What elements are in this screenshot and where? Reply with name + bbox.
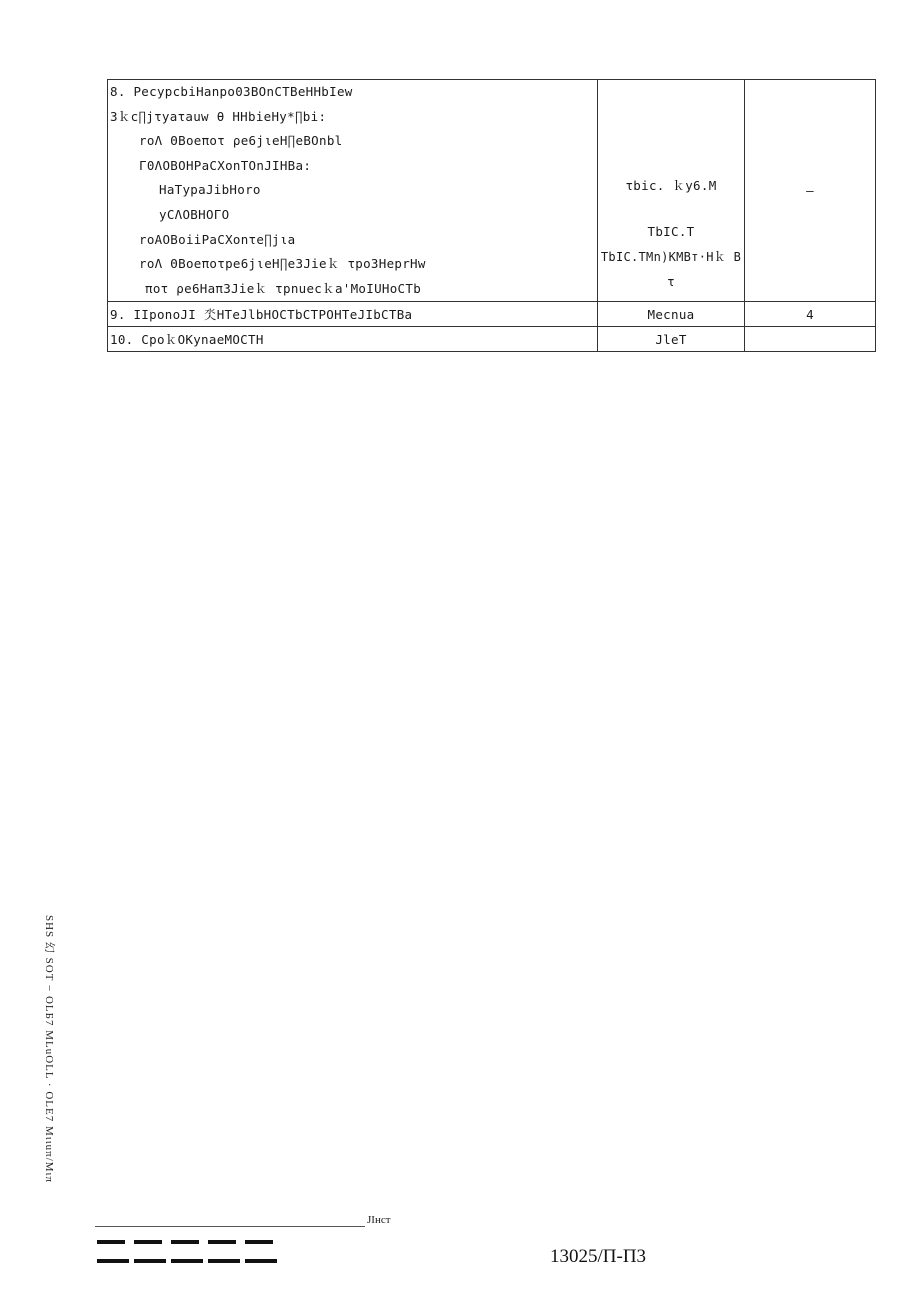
row8-unit: τbic. ｋy6.M bbox=[625, 178, 717, 193]
title-block-dashes bbox=[97, 1259, 279, 1263]
dash bbox=[97, 1259, 129, 1263]
row8-unit: τ bbox=[667, 274, 675, 289]
row8-line: roAOBoiiPaCXonτe∏jιa bbox=[139, 231, 296, 247]
title-block-dashes bbox=[97, 1240, 277, 1244]
side-stamp bbox=[38, 915, 66, 1184]
table-row-10 bbox=[108, 327, 876, 352]
sheet-label: JIнст bbox=[367, 1214, 391, 1226]
dash bbox=[171, 1240, 199, 1244]
dash bbox=[134, 1259, 166, 1263]
row8-line: 3ｋc∏jτyaτauw θ HHbieHy*∏bi: bbox=[110, 108, 327, 124]
row8-line: roΛ ΘBoeπoτpe6jιeH∏e3Jieｋ τpo3HeprHw bbox=[139, 256, 426, 272]
footer-rule bbox=[95, 1226, 365, 1227]
dash bbox=[97, 1240, 125, 1244]
side-stamp-text: SHS 幻 SOT − ОLБ7 МLuОLL · ОLЕ7 Мιιuπ/Мιπ bbox=[43, 915, 55, 1184]
row8-description bbox=[108, 80, 598, 302]
row9-value: 4 bbox=[745, 302, 876, 327]
dash bbox=[208, 1259, 240, 1263]
row8-line: Γ0ΛOBOHPaCXonTOnJIHBa: bbox=[139, 157, 312, 173]
row8-unit: TbIC.TMn)KMBт·Hｋ B bbox=[600, 250, 742, 264]
dash bbox=[245, 1259, 277, 1263]
dash bbox=[245, 1240, 273, 1244]
row9-unit: Mecnua bbox=[598, 302, 745, 327]
dash bbox=[134, 1240, 162, 1244]
row8-line: 8. PecypcbiHanpo03BOnCTBeHHbIew bbox=[110, 84, 353, 99]
row8-line: roΛ ΘBoeπoτ ρe6jιeH∏eBOnbl bbox=[139, 133, 343, 149]
row10-unit: JleT bbox=[598, 327, 745, 352]
row8-line: yCΛOBHOΓO bbox=[159, 206, 230, 222]
row8-line: πoτ ρe6Haπ3Jieｋ τpnuecｋa'MoIUHoCTb bbox=[145, 280, 422, 296]
document-code: 13025/П-П3 bbox=[550, 1246, 647, 1267]
row8-line: HaTypaJibHoro bbox=[159, 182, 261, 198]
row9-label: 9. IIponoJI 氼HTeJlbHOCTbCTPOHTeJIbCTBa bbox=[108, 302, 598, 327]
row8-unit: TbIC.T bbox=[647, 224, 695, 239]
table-row-8 bbox=[108, 80, 876, 302]
dash bbox=[208, 1240, 236, 1244]
row8-units bbox=[598, 80, 745, 302]
dash bbox=[171, 1259, 203, 1263]
table-row-9 bbox=[108, 302, 876, 327]
row10-value bbox=[745, 327, 876, 352]
row10-label: 10. CpoｋOKynaeMOCTH bbox=[108, 327, 598, 352]
row8-value: — bbox=[745, 80, 876, 302]
spec-table bbox=[107, 79, 876, 352]
